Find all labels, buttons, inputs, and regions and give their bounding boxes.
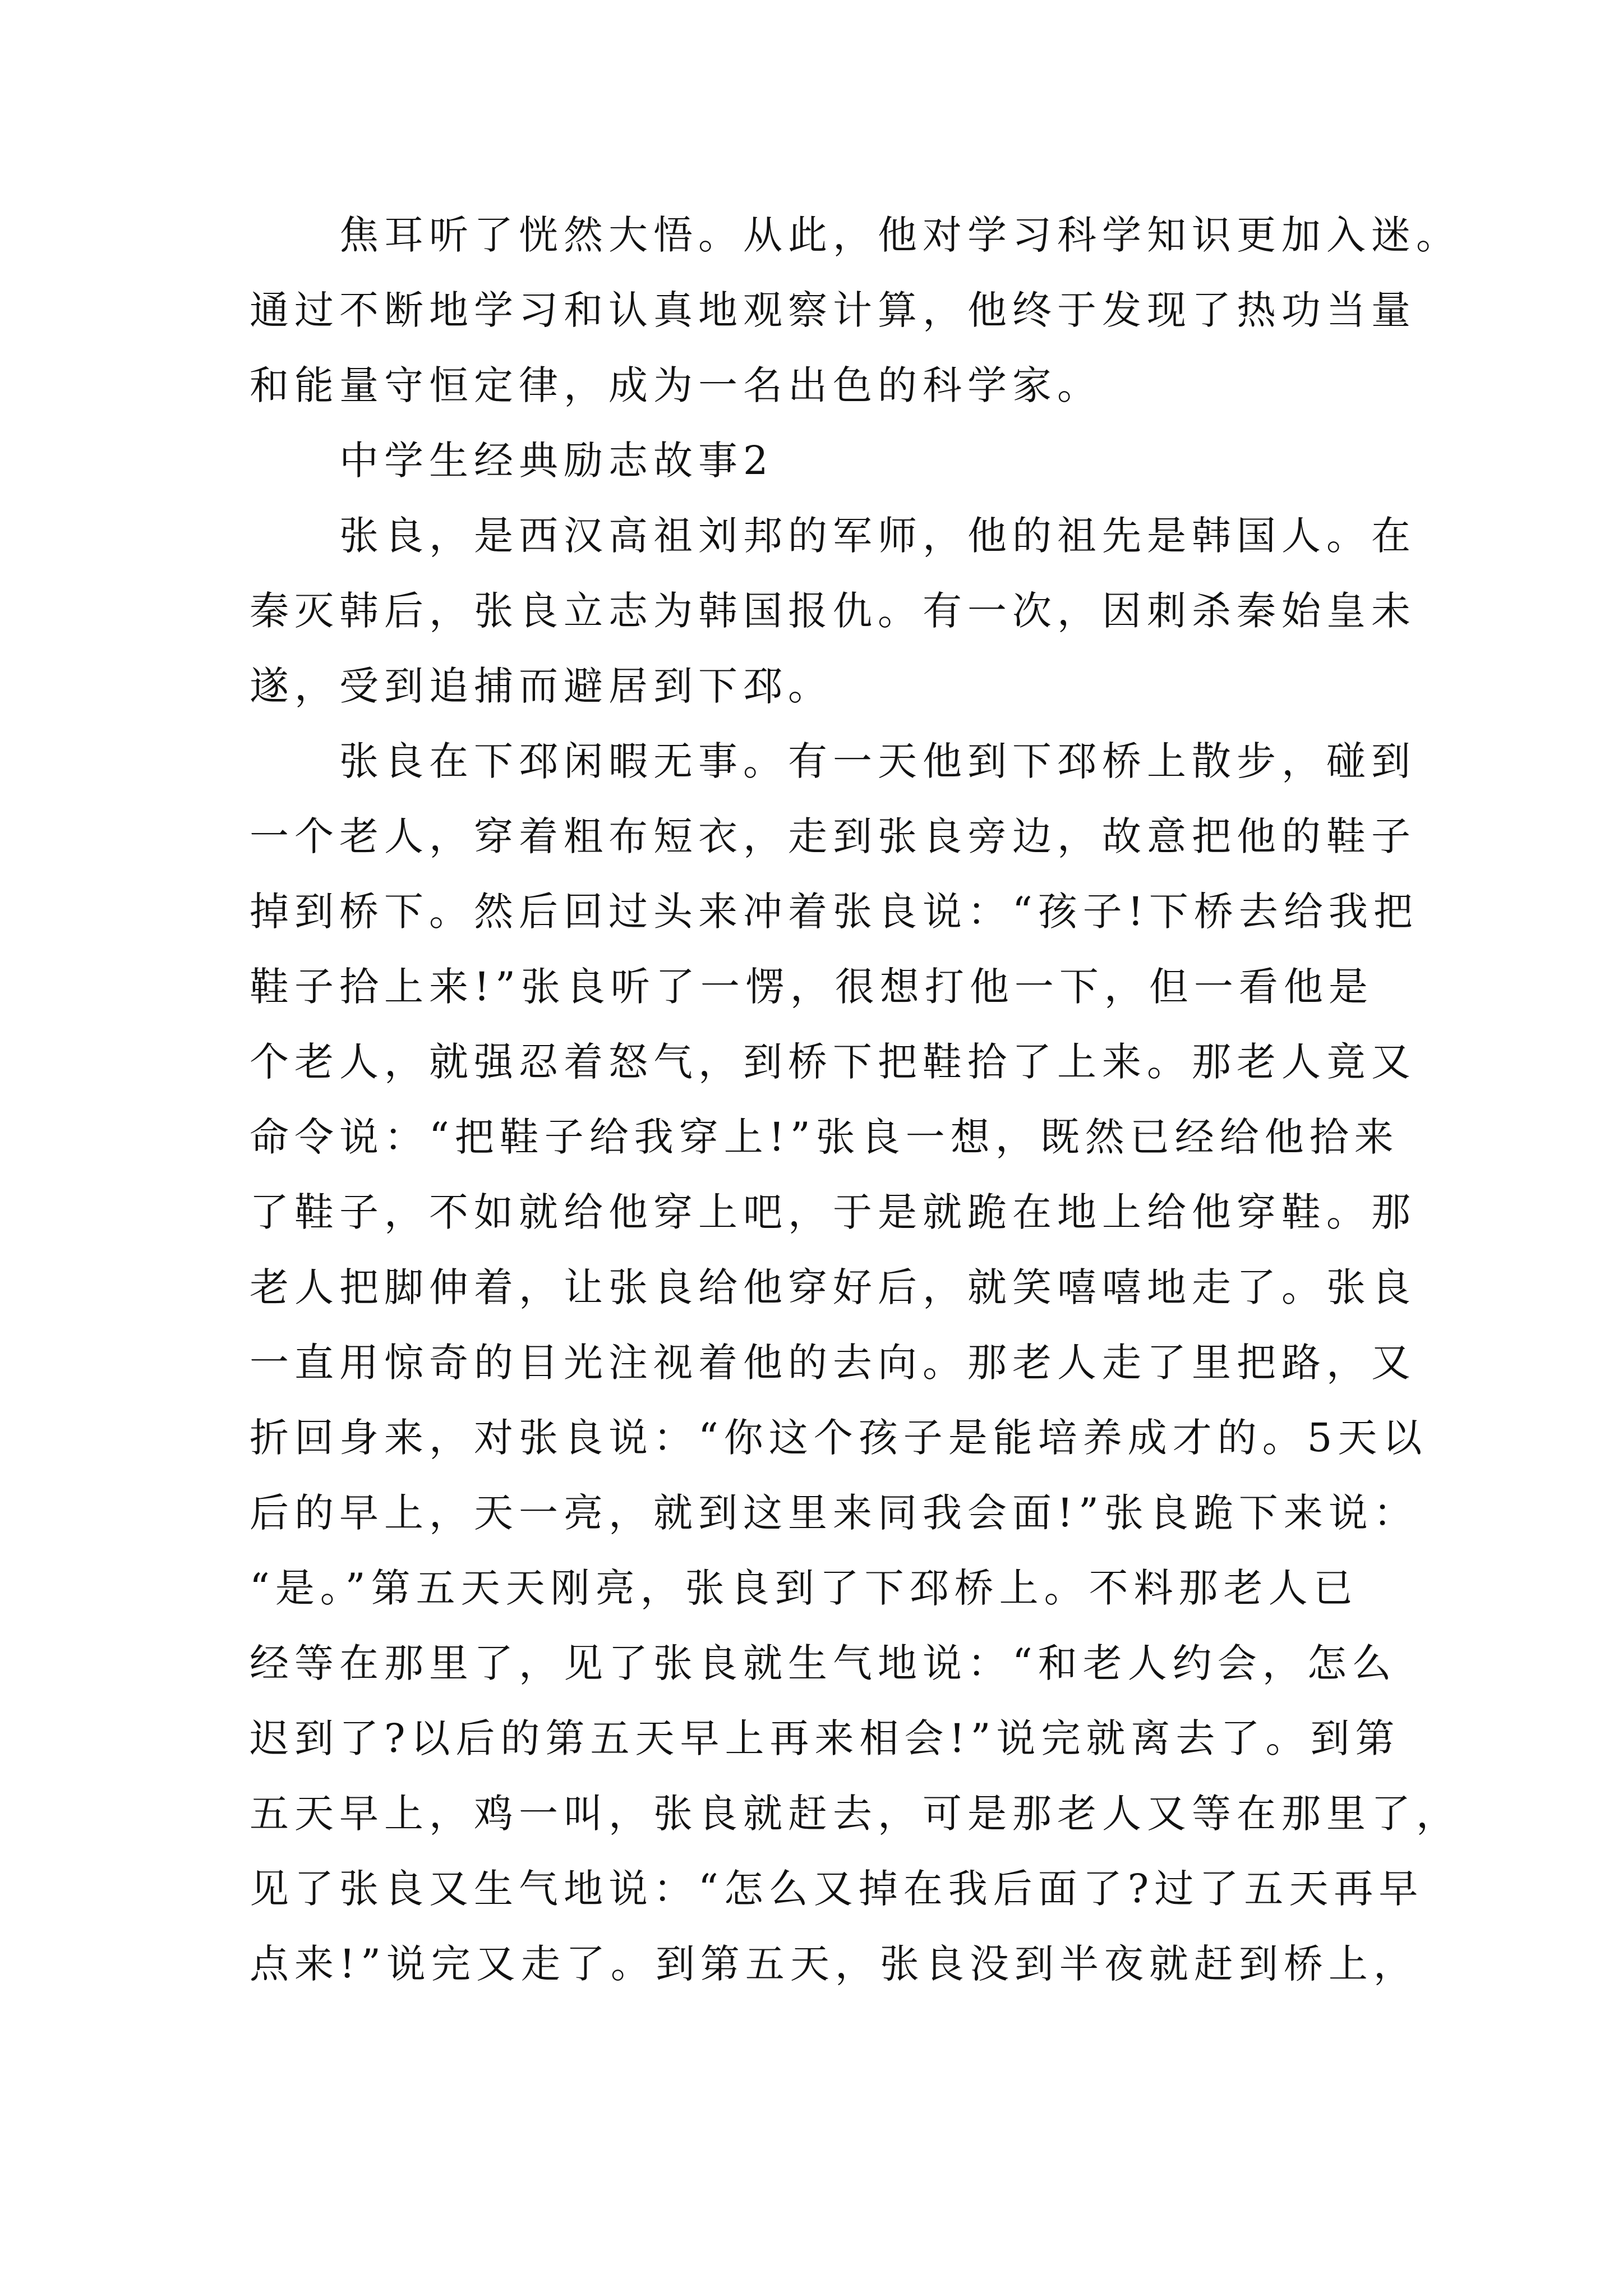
text-line: 个老人，就强忍着怒气，到桥下把鞋拾了上来。那老人竟又 xyxy=(250,1039,1416,1085)
section-heading: 中学生经典励志故事2 xyxy=(250,438,774,484)
text-line: 掉到桥下。然后回过头来冲着张良说：“孩子!下桥去给我把 xyxy=(250,889,1418,935)
text-line: 后的早上，天一亮，就到这里来同我会面!”张良跪下来说： xyxy=(250,1490,1418,1536)
text-line: 焦耳听了恍然大悟。从此，他对学习科学知识更加入迷。 xyxy=(250,212,1461,258)
text-line: 老人把脚伸着，让张良给他穿好后，就笑嘻嘻地走了。张良 xyxy=(250,1264,1416,1310)
document-body-text xyxy=(250,197,1461,2001)
text-line: 张良在下邳闲暇无事。有一天他到下邳桥上散步，碰到 xyxy=(250,738,1416,784)
text-line: 折回身来，对张良说：“你这个孩子是能培养成才的。5天以 xyxy=(250,1415,1428,1461)
text-line: 秦灭韩后，张良立志为韩国报仇。有一次，因刺杀秦始皇未 xyxy=(250,588,1416,634)
text-line: 经等在那里了，见了张良就生气地说：“和老人约会，怎么 xyxy=(250,1640,1397,1686)
text-line: 通过不断地学习和认真地观察计算，他终于发现了热功当量 xyxy=(250,287,1416,333)
text-line: 五天早上，鸡一叫，张良就赶去，可是那老人又等在那里了， xyxy=(250,1791,1461,1837)
text-line: 命令说：“把鞋子给我穿上!”张良一想，既然已经给他拾来 xyxy=(250,1114,1399,1160)
text-line: 点来!”说完又走了。到第五天，张良没到半夜就赶到桥上， xyxy=(250,1941,1418,1987)
text-line: “是。”第五天天刚亮，张良到了下邳桥上。不料那老人已 xyxy=(250,1565,1358,1611)
text-line: 一直用惊奇的目光注视着他的去向。那老人走了里把路，又 xyxy=(250,1340,1416,1386)
text-line: 张良，是西汉高祖刘邦的军师，他的祖先是韩国人。在 xyxy=(250,513,1416,559)
text-line: 迟到了?以后的第五天早上再来相会!”说完就离去了。到第 xyxy=(250,1715,1400,1761)
text-line: 见了张良又生气地说：“怎么又掉在我后面了?过了五天再早 xyxy=(250,1866,1424,1912)
text-line: 遂，受到追捕而避居到下邳。 xyxy=(250,663,833,709)
text-line: 和能量守恒定律，成为一名出色的科学家。 xyxy=(250,362,1102,408)
text-line: 了鞋子，不如就给他穿上吧，于是就跪在地上给他穿鞋。那 xyxy=(250,1189,1416,1235)
text-line: 鞋子拾上来!”张良听了一愣，很想打他一下，但一看他是 xyxy=(250,964,1373,1010)
text-line: 一个老人，穿着粗布短衣，走到张良旁边，故意把他的鞋子 xyxy=(250,813,1416,859)
